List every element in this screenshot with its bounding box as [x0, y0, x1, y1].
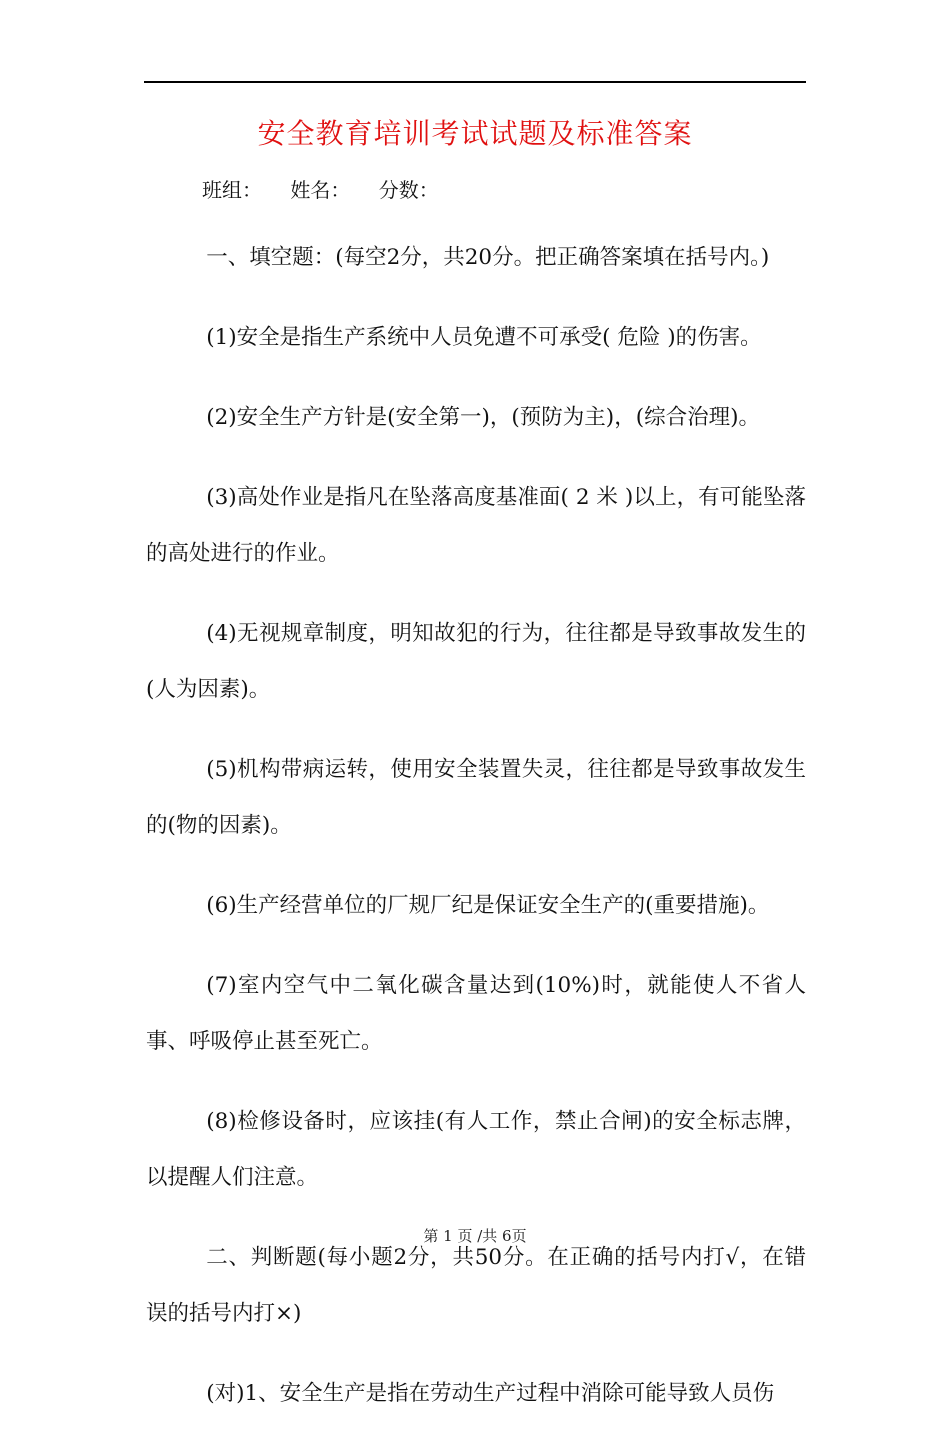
- question-2: (2)安全生产方针是(安全第一)，(预防为主)，(综合治理)。: [206, 405, 760, 430]
- question-3: (3)高处作业是指凡在坠落高度基准面( 2 米 )以上，有可能坠落的高处进行的作业。: [146, 485, 806, 566]
- document-title: 安全教育培训考试试题及标准答案: [257, 117, 693, 150]
- question-7: (7)室内空气中二氧化碳含量达到(10%)时，就能使人不省人事、呼吸停止甚至死亡。: [146, 973, 806, 1054]
- question-8: (8)检修设备时，应该挂(有人工作，禁止合闸)的安全标志牌，以提醒人们注意。: [146, 1109, 806, 1190]
- document-body: [146, 230, 806, 1446]
- section-fill-in-heading: 一、填空题：(每空2分，共20分。把正确答案填在括号内。): [206, 245, 770, 270]
- score-label: 分数：: [378, 178, 439, 202]
- class-label: 班组：: [202, 178, 262, 202]
- question-4: (4)无视规章制度，明知故犯的行为，往往都是导致事故发生的(人为因素)。: [146, 621, 806, 702]
- true-false-question-1: (对)1、安全生产是指在劳动生产过程中消除可能导致人员伤: [206, 1381, 775, 1406]
- question-1: (1)安全是指生产系统中人员免遭不可承受( 危险 )的伤害。: [206, 325, 762, 350]
- question-5: (5)机构带病运转，使用安全装置失灵，往往都是导致事故发生的(物的因素)。: [146, 757, 806, 838]
- header-rule: [144, 81, 806, 83]
- question-6: (6)生产经营单位的厂规厂纪是保证安全生产的(重要措施)。: [206, 893, 770, 918]
- page-number-footer: 第 1 页 /共 6页: [423, 1227, 527, 1245]
- name-label: 姓名：: [290, 178, 351, 202]
- section-true-false-heading: 二、判断题(每小题2分，共50分。在正确的括号内打√，在错误的括号内打×): [146, 1245, 806, 1326]
- student-info-line: [202, 176, 461, 204]
